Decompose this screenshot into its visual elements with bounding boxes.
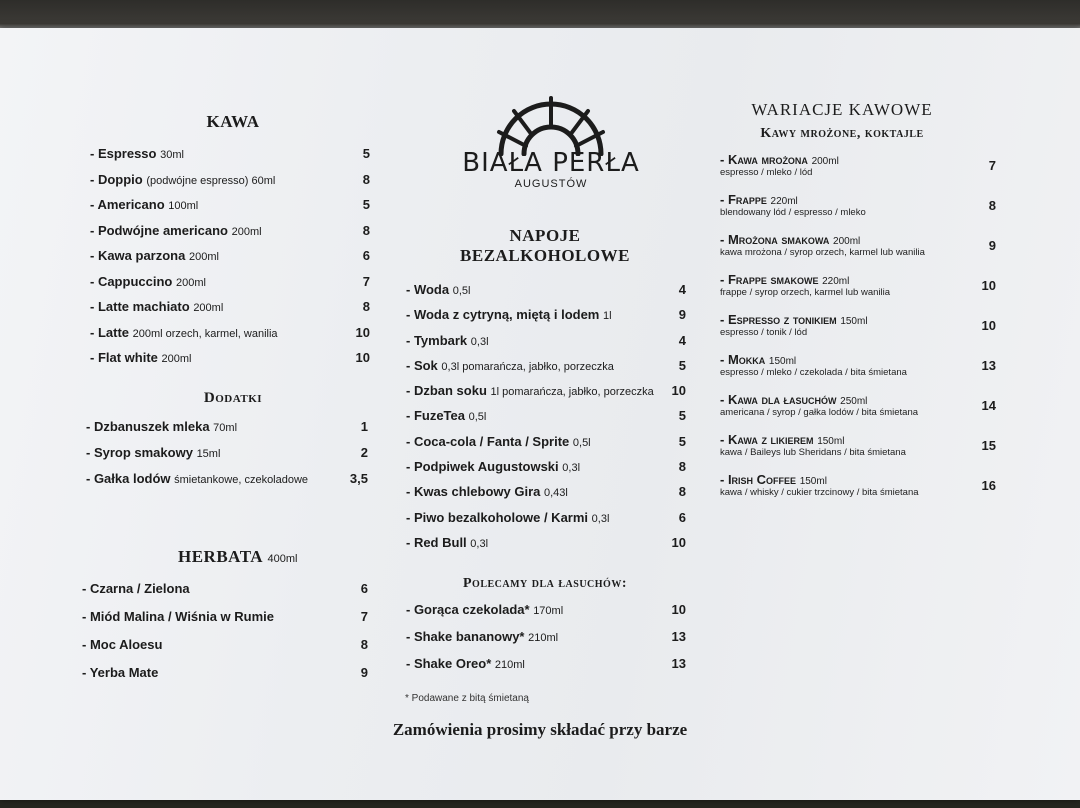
item-name: - Kwas chlebowy Gira <box>406 484 541 500</box>
item-price: 4 <box>678 282 686 297</box>
item-description: frappe / syrop orzech, karmel lub wanilia <box>720 287 891 298</box>
item-size: 0,5l <box>452 285 471 297</box>
item-name: - Kawa z likierem <box>720 432 814 447</box>
napoje-heading-line2: BEZALKOHOLOWE <box>460 246 630 265</box>
item-size: 0,5l <box>572 436 591 449</box>
menu-item <box>406 656 686 683</box>
item-price: 10 <box>981 278 996 293</box>
item-name: - Woda z cytryną, miętą i lodem <box>406 307 600 323</box>
right-column <box>712 100 1012 512</box>
herbata-title: HERBATA <box>178 546 264 566</box>
menu-item <box>82 665 368 693</box>
item-name: - Coca-cola / Fanta / Sprite <box>406 433 570 449</box>
item-name-line <box>720 312 1010 327</box>
item-size: 250ml <box>840 396 868 407</box>
menu-item <box>406 383 686 408</box>
item-price: 7 <box>988 158 996 173</box>
menu-item <box>720 392 1010 432</box>
item-name: - Dzban soku <box>406 383 487 399</box>
item-name: - Espresso z tonikiem <box>720 312 837 327</box>
item-size: 210ml <box>528 632 559 645</box>
item-name-line <box>720 392 1010 407</box>
polecamy-list <box>406 602 686 683</box>
item-price: 9 <box>988 238 996 253</box>
polecamy-heading: Polecamy dla łasuchów: <box>462 576 627 592</box>
item-price: 10 <box>355 324 370 340</box>
item-name: - Doppio <box>90 171 143 187</box>
item-size: 200ml <box>231 225 262 238</box>
item-size: 0,3l <box>470 537 489 550</box>
item-price: 6 <box>360 580 368 596</box>
item-name-line <box>720 152 1010 167</box>
item-size: 200ml <box>161 353 192 365</box>
item-size: 1l pomarańcza, jabłko, porzeczka <box>490 386 654 399</box>
menu-item <box>406 484 686 509</box>
menu-item <box>86 419 368 445</box>
item-size: 200ml <box>833 236 861 247</box>
left-column <box>78 112 378 693</box>
menu-item <box>406 333 686 358</box>
item-name: - Kawa parzona <box>90 248 186 263</box>
item-price: 8 <box>362 171 370 187</box>
item-price: 16 <box>981 478 996 493</box>
item-name: - Frappe <box>720 192 767 207</box>
item-size: 200ml <box>175 276 206 289</box>
item-name: - Cappuccino <box>90 273 173 289</box>
item-name: - Tymbark <box>406 332 468 348</box>
item-name: - Podpiwek Augustowski <box>406 459 559 475</box>
middle-column <box>400 226 700 683</box>
item-name: - Mrożona smakowa <box>720 232 830 247</box>
menu-item <box>82 609 368 637</box>
item-price: 8 <box>678 459 686 475</box>
brand-name: BIAŁA PERŁA <box>462 148 640 178</box>
menu-item <box>406 358 686 383</box>
wariacje-subheading: Kawy mrożone, koktajle <box>760 126 924 141</box>
item-description: kawa / whisky / cukier trzcinowy / bita śmietana <box>720 487 919 498</box>
item-price: 10 <box>981 318 996 333</box>
item-price: 6 <box>362 248 370 263</box>
item-price: 10 <box>671 534 686 550</box>
menu-item <box>720 232 1010 272</box>
item-price: 5 <box>678 433 686 449</box>
item-size: 0,43l <box>544 487 568 500</box>
item-name: - Latte <box>90 324 129 340</box>
menu-item <box>406 408 686 433</box>
item-size: 150ml <box>799 476 827 487</box>
item-name: - Moc Aloesu <box>82 636 163 652</box>
wariacje-heading: WARIACJE KAWOWE <box>751 100 933 119</box>
item-price: 8 <box>360 636 368 652</box>
item-price: 15 <box>981 438 996 453</box>
item-name: - Americano <box>90 197 165 212</box>
menu-item <box>90 299 370 325</box>
herbata-list <box>82 581 368 693</box>
item-size: 150ml <box>840 316 868 327</box>
item-name-line <box>720 432 1010 447</box>
item-size: 0,3l <box>470 335 489 348</box>
item-name: - Kawa dla łasuchów <box>720 392 837 407</box>
menu-item <box>90 146 370 172</box>
menu-item <box>90 197 370 223</box>
item-name-line <box>720 352 1010 367</box>
ship-wheel-icon <box>456 96 646 156</box>
item-name: - FuzeTea <box>406 408 465 424</box>
item-price: 8 <box>362 222 370 238</box>
item-name: - Shake Oreo* <box>406 656 492 672</box>
menu-item <box>406 434 686 459</box>
item-description: kawa mrożona / syrop orzech, karmel lub wanilia <box>720 247 925 258</box>
menu-item <box>720 192 1010 232</box>
item-size: 0,5l <box>468 411 487 424</box>
menu-item <box>406 510 686 535</box>
herbata-size: 400ml <box>267 552 298 565</box>
item-size: 210ml <box>494 659 525 672</box>
item-price: 2 <box>360 444 368 460</box>
menu-item <box>406 307 686 332</box>
menu-item <box>90 350 370 376</box>
item-size: 200ml <box>193 302 224 314</box>
item-size: 70ml <box>213 421 238 434</box>
napoje-list <box>406 282 686 560</box>
kawa-list <box>90 146 370 376</box>
item-price: 3,5 <box>349 470 368 486</box>
footer-note: Zamówienia prosimy składać przy barze <box>392 720 688 739</box>
item-name: - Woda <box>406 282 450 297</box>
item-description: americana / syrop / gałka lodów / bita śmietana <box>720 407 919 418</box>
item-size: 0,3l <box>591 512 610 525</box>
item-size: 30ml <box>160 149 184 161</box>
item-name: - Red Bull <box>406 534 467 550</box>
item-name-line <box>720 232 1010 247</box>
item-name: - Syrop smakowy <box>86 444 193 460</box>
item-size: 15ml <box>196 447 221 460</box>
item-size: 100ml <box>168 200 199 212</box>
menu-item <box>720 312 1010 352</box>
item-description: blendowany lód / espresso / mleko <box>720 207 866 218</box>
item-name: - Miód Malina / Wiśnia w Rumie <box>82 608 275 624</box>
menu-item <box>90 274 370 300</box>
item-price: 13 <box>981 358 996 373</box>
item-name: - Shake bananowy* <box>406 629 525 645</box>
item-price: 10 <box>671 383 686 399</box>
wariacje-list <box>720 152 1010 512</box>
item-name: - Sok <box>406 357 438 373</box>
brand-city: AUGUSTÓW <box>514 178 588 190</box>
item-name: - Dzbanuszek mleka <box>86 418 210 434</box>
item-name-line <box>720 472 1010 487</box>
item-price: 14 <box>981 398 996 413</box>
item-description: kawa / Baileys lub Sheridans / bita śmietana <box>720 447 906 458</box>
item-price: 8 <box>988 198 996 213</box>
item-name-line <box>720 272 1010 287</box>
item-price: 7 <box>360 608 368 624</box>
brand-logo <box>456 96 646 196</box>
item-size: 0,3l <box>562 462 581 475</box>
item-price: 4 <box>678 332 686 348</box>
item-name: - Gorąca czekolada* <box>406 602 530 618</box>
menu-item <box>82 637 368 665</box>
item-price: 13 <box>671 656 686 672</box>
menu-item <box>406 535 686 560</box>
item-size: 200ml <box>188 251 219 263</box>
dodatki-list <box>86 419 368 497</box>
menu-item <box>90 248 370 274</box>
item-description: espresso / tonik / lód <box>720 327 808 338</box>
menu-item <box>86 471 368 497</box>
kawa-heading: KAWA <box>206 112 260 131</box>
item-price: 13 <box>671 629 686 645</box>
item-name: - Czarna / Zielona <box>82 580 190 596</box>
item-description: espresso / mleko / czekolada / bita śmietana <box>720 367 907 378</box>
item-price: 1 <box>360 418 368 434</box>
menu-item <box>720 352 1010 392</box>
item-name: - Piwo bezalkoholowe / Karmi <box>406 509 589 525</box>
item-size: 150ml <box>768 356 797 367</box>
item-name-line <box>720 192 1010 207</box>
menu-item <box>406 282 686 307</box>
item-name: - Gałka lodów <box>86 470 171 486</box>
item-size: 200ml orzech, karmel, wanilia <box>132 327 278 340</box>
item-name: - Podwójne americano <box>90 222 228 238</box>
item-size: śmietankowe, czekoladowe <box>174 473 309 486</box>
menu-item <box>720 272 1010 312</box>
menu-item <box>90 223 370 249</box>
item-price: 5 <box>362 146 370 161</box>
item-name: - Mokka <box>720 352 766 367</box>
item-name: - Irish Coffee <box>720 472 797 487</box>
menu-item <box>90 172 370 198</box>
item-size: 220ml <box>822 276 850 287</box>
item-size: 170ml <box>533 605 564 618</box>
item-size: 1l <box>603 310 612 323</box>
item-size: 0,3l pomarańcza, jabłko, porzeczka <box>441 360 614 373</box>
item-size: 150ml <box>817 436 845 447</box>
menu-item <box>406 602 686 629</box>
item-price: 7 <box>362 273 370 289</box>
item-price: 5 <box>678 408 686 424</box>
item-price: 8 <box>678 484 686 500</box>
dodatki-heading: Dodatki <box>203 389 263 406</box>
item-name: - Kawa mrożona <box>720 152 808 167</box>
item-description: espresso / mleko / lód <box>720 167 813 178</box>
menu-item <box>86 445 368 471</box>
menu-item <box>82 581 368 609</box>
item-name: - Latte machiato <box>90 299 190 314</box>
menu-item <box>406 629 686 656</box>
item-size: 220ml <box>770 196 798 207</box>
item-price: 9 <box>360 664 368 680</box>
footnote: * Podawane z bitą śmietaną <box>405 693 529 704</box>
napoje-heading-line1: NAPOJE <box>509 226 581 245</box>
item-size: (podwójne espresso) 60ml <box>146 174 276 187</box>
menu-item <box>720 472 1010 512</box>
item-name: - Frappe smakowe <box>720 272 819 287</box>
menu-item <box>90 325 370 351</box>
item-price: 10 <box>671 602 686 618</box>
herbata-heading <box>178 547 378 567</box>
item-price: 8 <box>362 299 370 314</box>
item-name: - Espresso <box>90 146 157 161</box>
item-price: 5 <box>362 197 370 212</box>
menu-item <box>720 152 1010 192</box>
item-price: 9 <box>678 307 686 323</box>
item-price: 10 <box>355 350 370 365</box>
item-name: - Flat white <box>90 350 158 365</box>
item-price: 6 <box>678 509 686 525</box>
menu-item <box>406 459 686 484</box>
item-price: 5 <box>678 357 686 373</box>
menu-item <box>720 432 1010 472</box>
item-size: 200ml <box>811 156 839 167</box>
item-name: - Yerba Mate <box>82 664 159 680</box>
